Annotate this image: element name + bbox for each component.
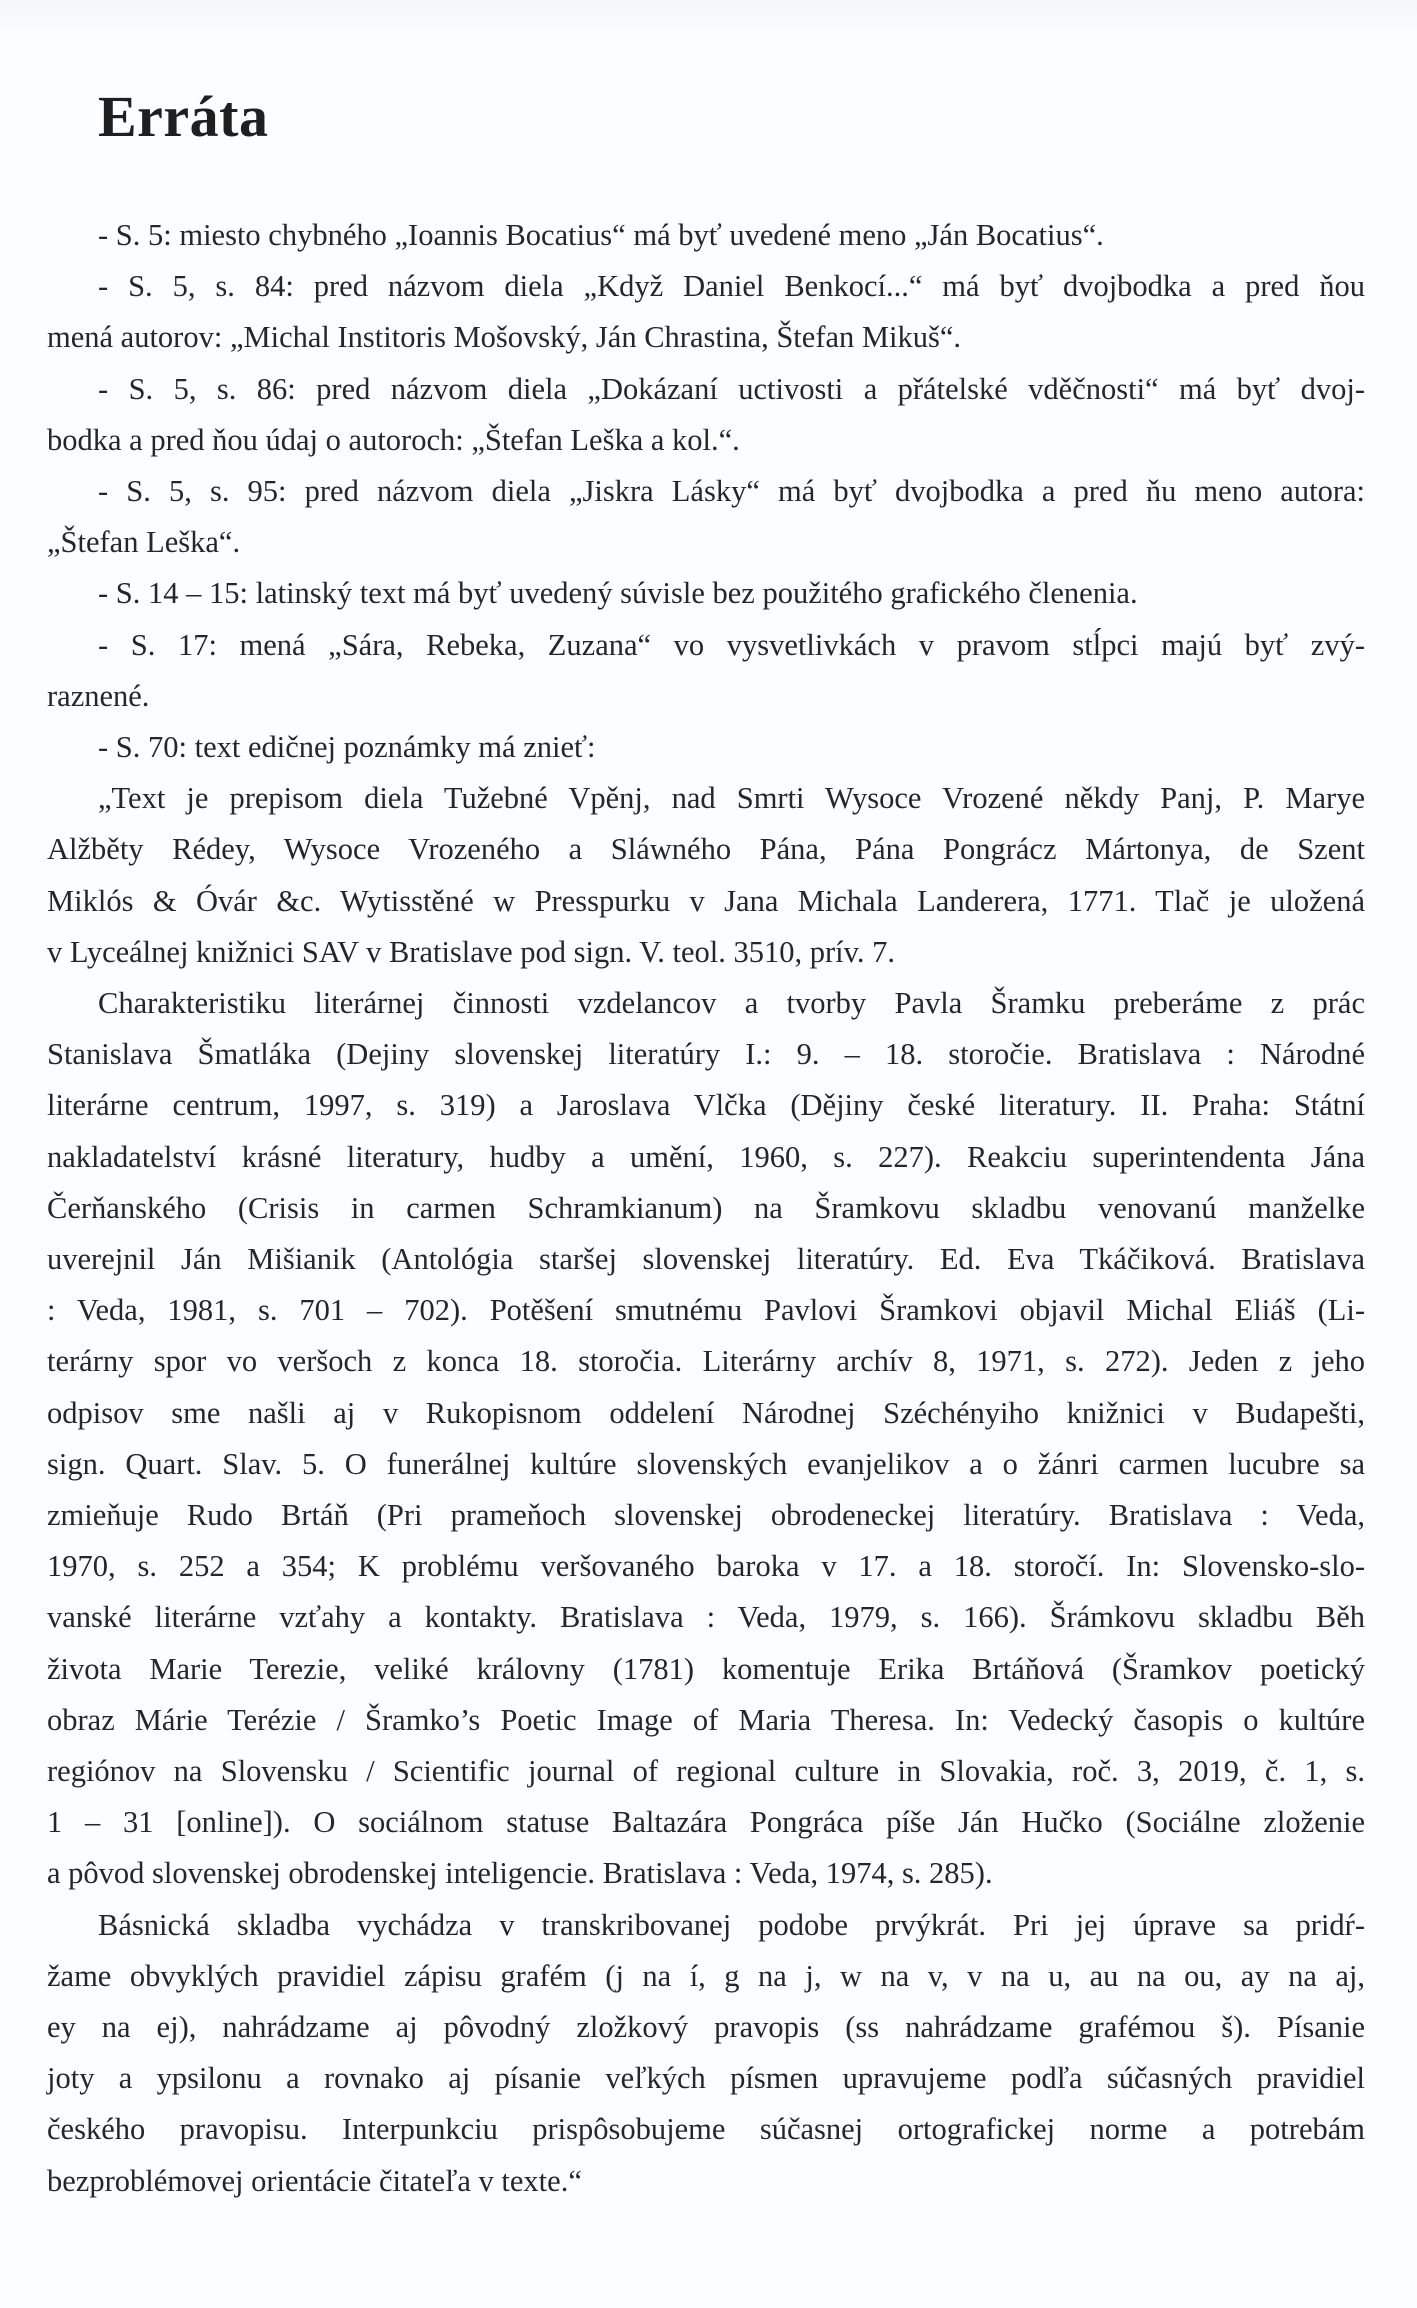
text-line: Stanislava Šmatláka (Dejiny slovenskej literatúry I.: 9. – 18. storočie. Bratislava : Národné — [47, 1037, 1365, 1072]
text-line: - S. 17: mená „Sára, Rebeka, Zuzana“ vo vysvetlivkách v pravom stĺpci majú byť zvý- — [98, 627, 1365, 662]
text-line: „Text je prepisom diela Tužebné Vpěnj, nad Smrti Wysoce Vrozené někdy Panj, P. Marye — [98, 781, 1365, 816]
text-line: Miklós & Óvár &c. Wytisstěné w Presspurku v Jana Michala Landerera, 1771. Tlač je uložená — [47, 883, 1365, 918]
text-line: nakladatelství krásné literatury, hudby a umění, 1960, s. 227). Reakciu superintendenta Jána — [47, 1139, 1365, 1174]
text-line: vanské literárne vzťahy a kontakty. Bratislava : Veda, 1979, s. 166). Šrámkovu skladbu Běh — [47, 1600, 1365, 1635]
text-line: Básnická skladba vychádza v transkribovanej podobe prvýkrát. Pri jej úprave sa pridŕ- — [98, 1907, 1365, 1942]
text-line: a pôvod slovenskej obrodenskej inteligencie. Bratislava : Veda, 1974, s. 285). — [47, 1856, 993, 1891]
text-line: „Štefan Leška“. — [47, 525, 241, 560]
text-line: života Marie Terezie, veliké královny (1781) komentuje Erika Brtáňová (Šramkov poetický — [47, 1651, 1365, 1686]
text-line: - S. 5: miesto chybného „Ioannis Bocatius“ má byť uvedené meno „Ján Bocatius“. — [98, 218, 1104, 252]
text-line: mená autorov: „Michal Institoris Mošovský, Ján Chrastina, Štefan Mikuš“. — [47, 320, 962, 355]
text-line: - S. 5, s. 95: pred názvom diela „Jiskra Lásky“ má byť dvojbodka a pred ňu meno autora: — [98, 474, 1365, 508]
text-line: ey na ej), nahrádzame aj pôvodný zložkový pravopis (ss nahrádzame grafémou š). Písanie — [47, 2010, 1365, 2044]
text-line: Alžběty Rédey, Wysoce Vrozeného a Sláwného Pána, Pána Pongrácz Mártonya, de Szent — [47, 832, 1365, 867]
text-line: - S. 5, s. 86: pred názvom diela „Dokázaní uctivosti a přátelské vděčnosti“ má byť dvoj- — [98, 371, 1365, 406]
text-line: Charakteristiku literárnej činnosti vzdelancov a tvorby Pavla Šramku preberáme z prác — [98, 986, 1365, 1020]
text-line: v Lyceálnej knižnici SAV v Bratislave pod sign. V. teol. 3510, prív. 7. — [47, 934, 895, 969]
text-line: literárne centrum, 1997, s. 319) a Jaroslava Vlčka (Dějiny české literatury. II. Praha: Státní — [47, 1088, 1365, 1123]
text-line: uverejnil Ján Mišianik (Antológia staršej slovenskej literatúry. Ed. Eva Tkáčiková. Bratislava — [47, 1242, 1365, 1276]
text-line: regiónov na Slovensku / Scientific journal of regional culture in Slovakia, roč. 3, 2019, č. 1, s. — [47, 1754, 1365, 1788]
text-line: bezproblémovej orientácie čitateľa v texte.“ — [47, 2163, 582, 2198]
text-line: žame obvyklých pravidiel zápisu grafém (j na í, g na j, w na v, v na u, au na ou, ay na aj, — [47, 1958, 1365, 1993]
text-line: raznené. — [47, 678, 150, 713]
text-line: - S. 70: text edičnej poznámky má znieť: — [98, 730, 596, 764]
text-line: obraz Márie Terézie / Šramko’s Poetic Image of Maria Theresa. In: Vedecký časopis o kultúre — [47, 1702, 1365, 1737]
page-title: Erráta — [98, 84, 269, 149]
text-line: : Veda, 1981, s. 701 – 702). Potěšení smutnému Pavlovi Šramkovi objavil Michal Eliáš (Li- — [47, 1293, 1365, 1328]
text-line: sign. Quart. Slav. 5. O funerálnej kultúre slovenských evanjelikov a o žánri carmen lucubre sa — [47, 1446, 1365, 1481]
text-line: terárny spor vo veršoch z konca 18. storočia. Literárny archív 8, 1971, s. 272). Jeden z jeho — [47, 1344, 1365, 1379]
text-line: odpisov sme našli aj v Rukopisnom oddelení Národnej Széchényiho knižnici v Budapešti, — [47, 1395, 1365, 1430]
text-line: českého pravopisu. Interpunkciu prispôsobujeme súčasnej ortografickej norme a potrebám — [47, 2112, 1365, 2147]
text-line: - S. 14 – 15: latinský text má byť uvedený súvisle bez použitého grafického členenia. — [98, 576, 1138, 611]
text-line: joty a ypsilonu a rovnako aj písanie veľkých písmen upravujeme podľa súčasných pravidiel — [47, 2061, 1365, 2096]
text-line: 1970, s. 252 a 354; K problému veršovaného baroka v 17. a 18. storočí. In: Slovensko-slo- — [47, 1549, 1365, 1584]
text-line: 1 – 31 [online]). O sociálnom statuse Baltazára Pongráca píše Ján Hučko (Sociálne zloženie — [47, 1805, 1365, 1840]
text-line: - S. 5, s. 84: pred názvom diela „Když Daniel Benkocí...“ má byť dvojbodka a pred ňou — [98, 269, 1365, 304]
text-line: zmieňuje Rudo Brtáň (Pri prameňoch slovenskej obrodeneckej literatúry. Bratislava : Veda, — [47, 1498, 1365, 1532]
text-line: bodka a pred ňou údaj o autoroch: „Štefan Leška a kol.“. — [47, 422, 740, 457]
text-line: Čerňanského (Crisis in carmen Schramkianum) na Šramkovu skladbu venovanú manželke — [47, 1190, 1365, 1225]
